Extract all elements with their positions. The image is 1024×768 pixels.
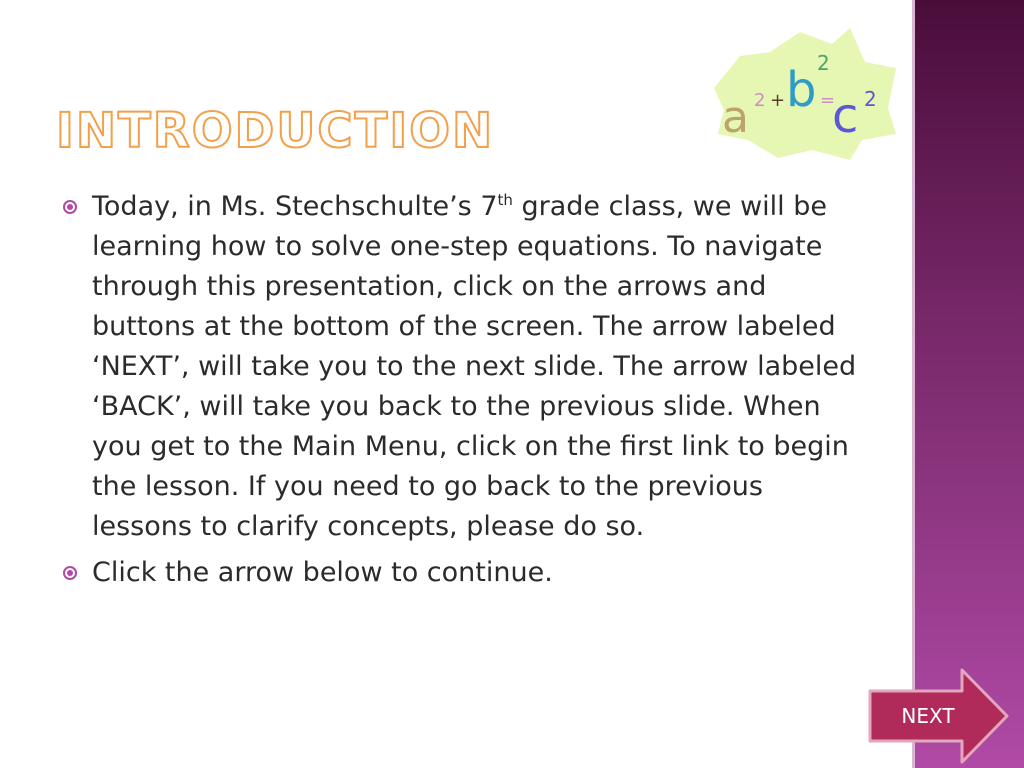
sidebar-divider — [912, 0, 915, 768]
circle-dot-icon — [62, 565, 78, 581]
circle-dot-icon — [62, 199, 78, 215]
formula-a-exponent: 2 — [754, 90, 766, 111]
formula-a: a — [722, 92, 749, 143]
page-title: INTRODUCTION — [56, 103, 495, 159]
bullet-item-intro — [62, 187, 862, 547]
formula-equals: = — [820, 90, 836, 111]
formula-b-exponent: 2 — [817, 51, 830, 75]
intro-text-rest: grade class, we will be learning how to solve one-step equations. To navigate through this presentation, click on the arrows and buttons at the bottom of the screen. The arrow labeled ‘NEXT’, will take you to the next slide. The arrow labeled ‘BACK’, will take you back to the previous slide. When you get to the Main Menu, click on the first link to begin the lesson. If you need to go back to the previous lessons to clarify concepts, please do so. — [92, 191, 857, 542]
bullet-text-continue: Click the arrow below to continue. — [92, 557, 553, 588]
next-button[interactable] — [868, 667, 1010, 765]
pythagorean-formula-badge — [700, 22, 900, 162]
formula-b: b — [786, 62, 817, 118]
sidebar-gradient — [912, 0, 1024, 768]
formula-c-exponent: 2 — [864, 87, 877, 111]
formula-plus: + — [770, 90, 786, 111]
ordinal-superscript: th — [497, 191, 513, 209]
bullet-text-intro — [92, 187, 862, 547]
formula-c: c — [832, 88, 859, 144]
intro-text-start: Today, in Ms. Stechschulte’s 7 — [92, 191, 498, 222]
bullet-item-continue — [62, 553, 862, 593]
next-button-label: NEXT — [901, 704, 955, 728]
bullet-list — [62, 187, 862, 593]
